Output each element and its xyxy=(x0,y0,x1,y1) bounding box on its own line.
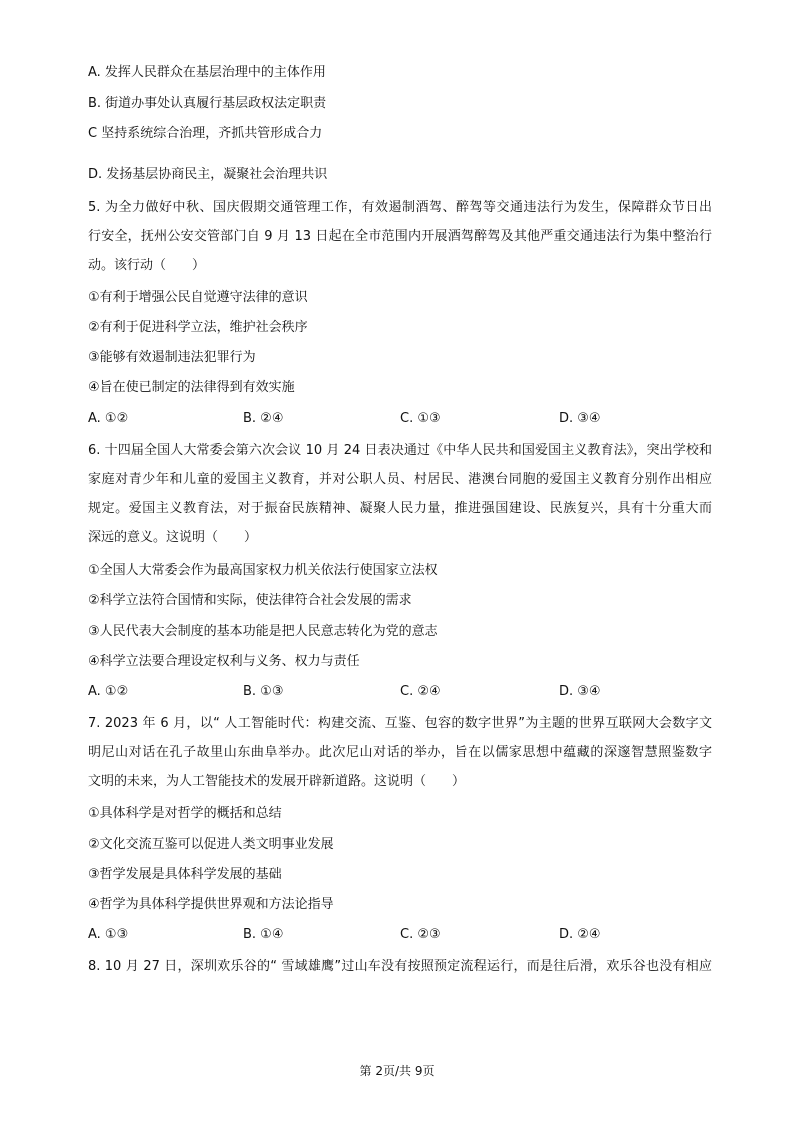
q4-option-b: B. 街道办事处认真履行基层政权法定职责 xyxy=(88,96,327,111)
q5-choice-c: C. ①③ xyxy=(400,411,441,426)
q6-item-4: ④科学立法要合理设定权利与义务、权力与责任 xyxy=(88,654,360,669)
q5-choice-d: D. ③④ xyxy=(559,411,601,426)
q5-stem xyxy=(88,193,712,280)
q7-item-2: ②文化交流互鉴可以促进人类文明事业发展 xyxy=(88,837,334,852)
q7-choice-c: C. ②③ xyxy=(400,927,441,942)
q8-stem-line: 8. 10 月 27 日，深圳欢乐谷的“ 雪域雄鹰”过山车没有按照预定流程运行，而是往后滑，欢乐谷也没有相应 xyxy=(88,959,712,974)
q4-option-d: D. 发扬基层协商民主，凝聚社会治理共识 xyxy=(88,167,328,182)
q6-choice-a: A. ①② xyxy=(88,684,129,699)
q7-item-3: ③哲学发展是具体科学发展的基础 xyxy=(88,867,282,882)
page-number: 第 2页/共 9页 xyxy=(359,1064,435,1078)
q6-choice-d: D. ③④ xyxy=(559,684,601,699)
q7-stem-line: 7. 2023 年 6 月，以“ 人工智能时代：构建交流、互鉴、包容的数字世界”为主题的世界互联网大会数字文 xyxy=(88,716,712,731)
q8-stem xyxy=(88,952,712,981)
q6-stem-line: 深远的意义。这说明（ ） xyxy=(88,530,258,545)
q7-choice-d: D. ②④ xyxy=(559,927,601,942)
q6-stem-line: 家庭对青少年和儿童的爱国主义教育，并对公职人员、村居民、港澳台同胞的爱国主义教育分别作出相应 xyxy=(88,472,712,487)
q5-stem-line: 动。该行动（ ） xyxy=(88,258,206,273)
q7-item-4: ④哲学为具体科学提供世界观和方法论指导 xyxy=(88,897,334,912)
q6-choice-b: B. ①③ xyxy=(243,684,284,699)
q5-item-1: ①有利于增强公民自觉遵守法律的意识 xyxy=(88,290,308,305)
q6-stem-line: 6. 十四届全国人大常委会第六次会议 10 月 24 日表决通过《中华人民共和国爱国主义教育法》，突出学校和 xyxy=(88,443,712,458)
q7-item-1: ①具体科学是对哲学的概括和总结 xyxy=(88,806,282,821)
q7-stem xyxy=(88,709,712,796)
q5-stem-line: 行安全，抚州公安交管部门自 9 月 13 日起在全市范围内开展酒驾醉驾及其他严重交通违法行为集中整治行 xyxy=(88,229,712,244)
q5-choices xyxy=(88,410,718,428)
q5-item-3: ③能够有效遏制违法犯罪行为 xyxy=(88,350,256,365)
q7-stem-line: 明尼山对话在孔子故里山东曲阜举办。此次尼山对话的举办，旨在以儒家思想中蕴藏的深邃智慧照鉴数字 xyxy=(88,745,712,760)
q6-choices xyxy=(88,683,718,701)
q5-stem-line: 5. 为全力做好中秋、国庆假期交通管理工作，有效遏制酒驾、醉驾等交通违法行为发生，保障群众节日出 xyxy=(88,200,712,215)
q5-choice-b: B. ②④ xyxy=(243,411,284,426)
q7-stem-line: 文明的未来，为人工智能技术的发展开辟新道路。这说明（ ） xyxy=(88,774,466,789)
q6-item-2: ②科学立法符合国情和实际，使法律符合社会发展的需求 xyxy=(88,593,412,608)
q7-choice-a: A. ①③ xyxy=(88,927,129,942)
q7-choice-b: B. ①④ xyxy=(243,927,284,942)
q6-stem xyxy=(88,436,712,552)
q6-stem-line: 规定。爱国主义教育法，对于振奋民族精神、凝聚人民力量，推进强国建设、民族复兴，具有十分重大而 xyxy=(88,501,712,516)
q5-choice-a: A. ①② xyxy=(88,411,129,426)
q6-item-3: ③人民代表大会制度的基本功能是把人民意志转化为党的意志 xyxy=(88,624,438,639)
q7-choices xyxy=(88,926,718,944)
q6-choice-c: C. ②④ xyxy=(400,684,441,699)
q5-item-4: ④旨在使已制定的法律得到有效实施 xyxy=(88,380,295,395)
q4-option-a: A. 发挥人民群众在基层治理中的主体作用 xyxy=(88,65,326,80)
q4-option-c: C 坚持系统综合治理，齐抓共管形成合力 xyxy=(88,126,323,141)
q6-item-1: ①全国人大常委会作为最高国家权力机关依法行使国家立法权 xyxy=(88,563,438,578)
q5-item-2: ②有利于促进科学立法，维护社会秩序 xyxy=(88,320,308,335)
